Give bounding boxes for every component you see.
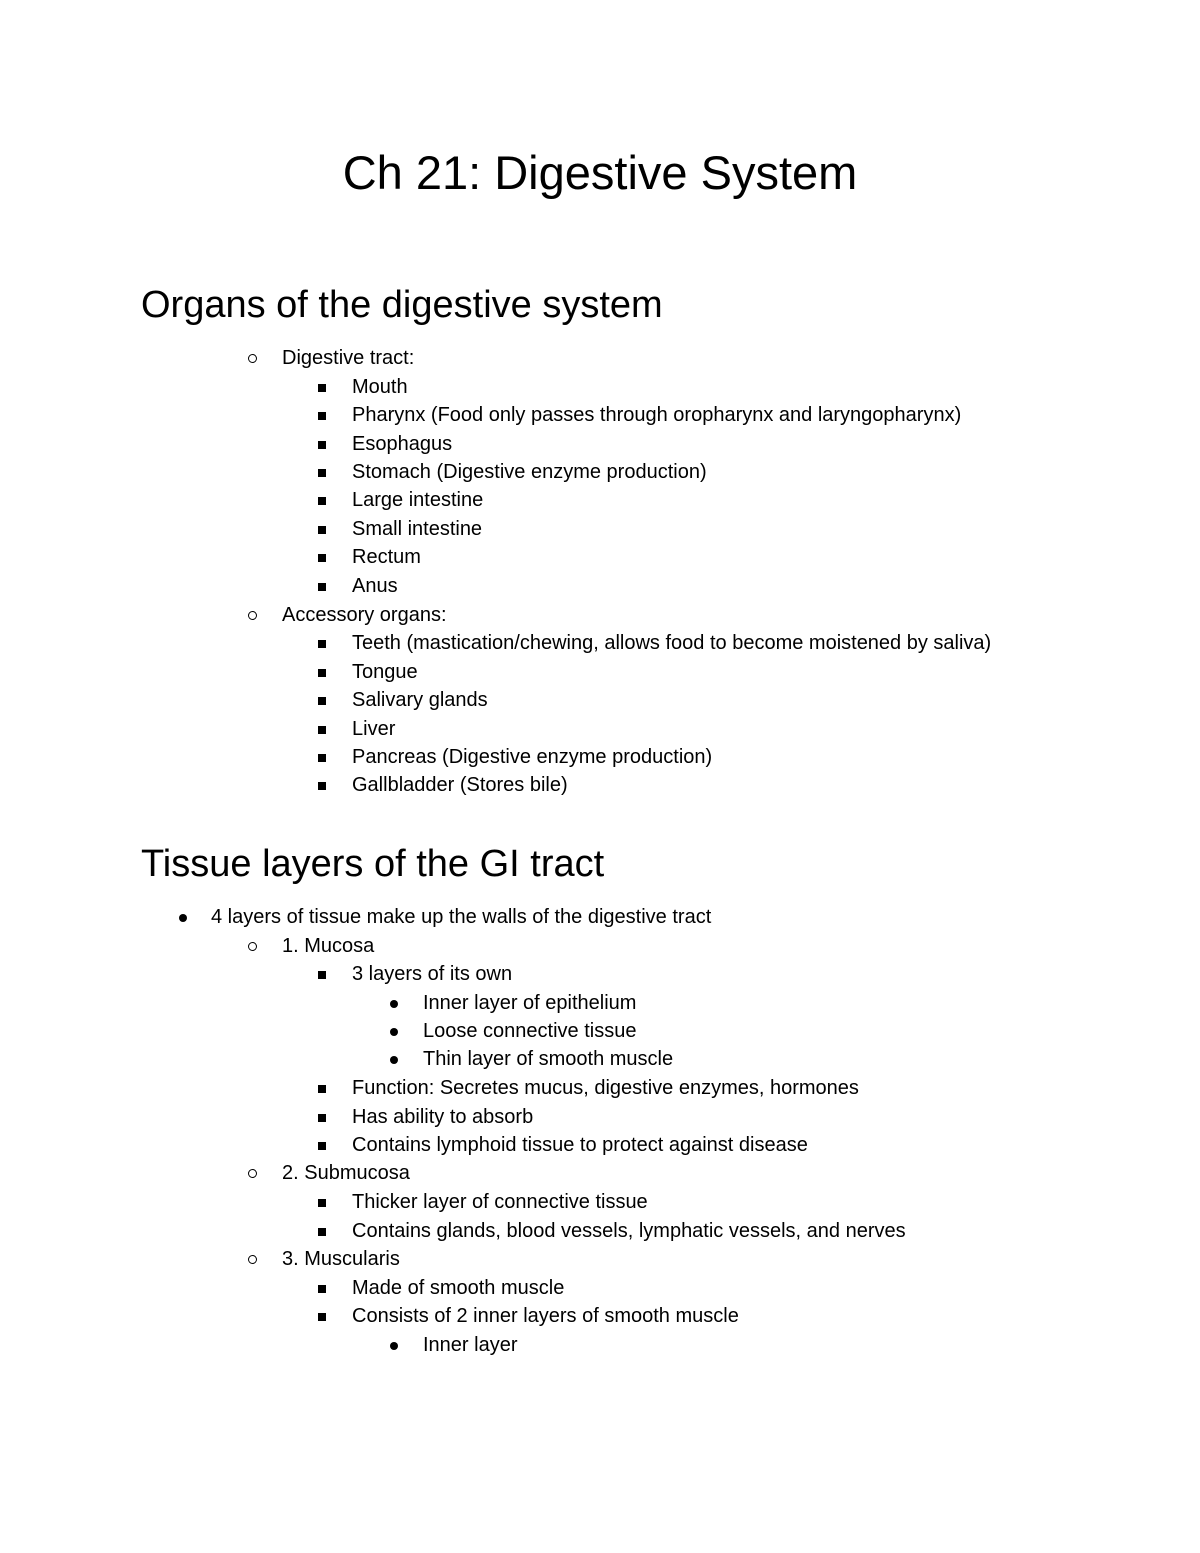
square-bullet-icon [318, 1285, 326, 1293]
square-bullet-icon [318, 726, 326, 734]
square-bullet-icon [318, 697, 326, 705]
section-heading-tissue-layers: Tissue layers of the GI tract [141, 843, 605, 885]
square-bullet-icon [318, 1313, 326, 1321]
square-bullet-icon [318, 640, 326, 648]
square-bullet-icon [318, 469, 326, 477]
page-title: Ch 21: Digestive System [342, 146, 858, 199]
square-bullet-icon [318, 497, 326, 505]
square-bullet-icon [318, 754, 326, 762]
square-bullet-icon [318, 554, 326, 562]
filled-circle-bullet-icon [390, 1056, 398, 1064]
hollow-circle-bullet-icon [248, 354, 257, 363]
hollow-circle-bullet-icon [248, 942, 257, 951]
square-bullet-icon [318, 412, 326, 420]
hollow-circle-bullet-icon [248, 611, 257, 620]
square-bullet-icon [318, 1199, 326, 1207]
square-bullet-icon [318, 441, 326, 449]
square-bullet-icon [318, 1142, 326, 1150]
section-heading-organs: Organs of the digestive system [141, 284, 663, 326]
hollow-circle-bullet-icon [248, 1169, 257, 1178]
square-bullet-icon [318, 583, 326, 591]
square-bullet-icon [318, 384, 326, 392]
square-bullet-icon [318, 1114, 326, 1122]
square-bullet-icon [318, 1228, 326, 1236]
hollow-circle-bullet-icon [248, 1255, 257, 1264]
square-bullet-icon [318, 526, 326, 534]
square-bullet-icon [318, 1085, 326, 1093]
square-bullet-icon [318, 782, 326, 790]
square-bullet-icon [318, 971, 326, 979]
document-page: Ch 21: Digestive System Organs of the digestive system Digestive tract: Mouth Pharynx (Food only passes through oropharynx and laryngopharynx) Esophagus Stomach (Digestive enzyme production) Large intestine Small intestine Rectum Anus Accessory organs: Teeth (mastication/chewing, allows food to become moistened by saliva) Tongue Salivary glands Liver Pancreas (Digestive enzyme production) Gallbladder (Stores bile) Tissue layers of the GI tract 4 layers of tissue make up the walls of the digestive tract 1. Mucosa 3 layers of its own Inner layer of epithelium Loose connective tissue Thin layer of smooth muscle Function: Secretes mucus, digestive enzymes, hormones Has ability to absorb Contains lymphoid tissue to protect against disease 2. Submucosa Thicker layer of connective tissue Contains glands, blood vessels, lymphatic vessels, and nerves 3. Muscularis Made of smooth muscle Consists of 2 inner layers of smooth muscle Inner layer [0, 0, 1200, 1553]
square-bullet-icon [318, 669, 326, 677]
filled-circle-bullet-icon [390, 1028, 398, 1036]
filled-circle-bullet-icon [390, 1000, 398, 1008]
filled-circle-bullet-icon [390, 1342, 398, 1350]
filled-circle-bullet-icon [179, 914, 187, 922]
